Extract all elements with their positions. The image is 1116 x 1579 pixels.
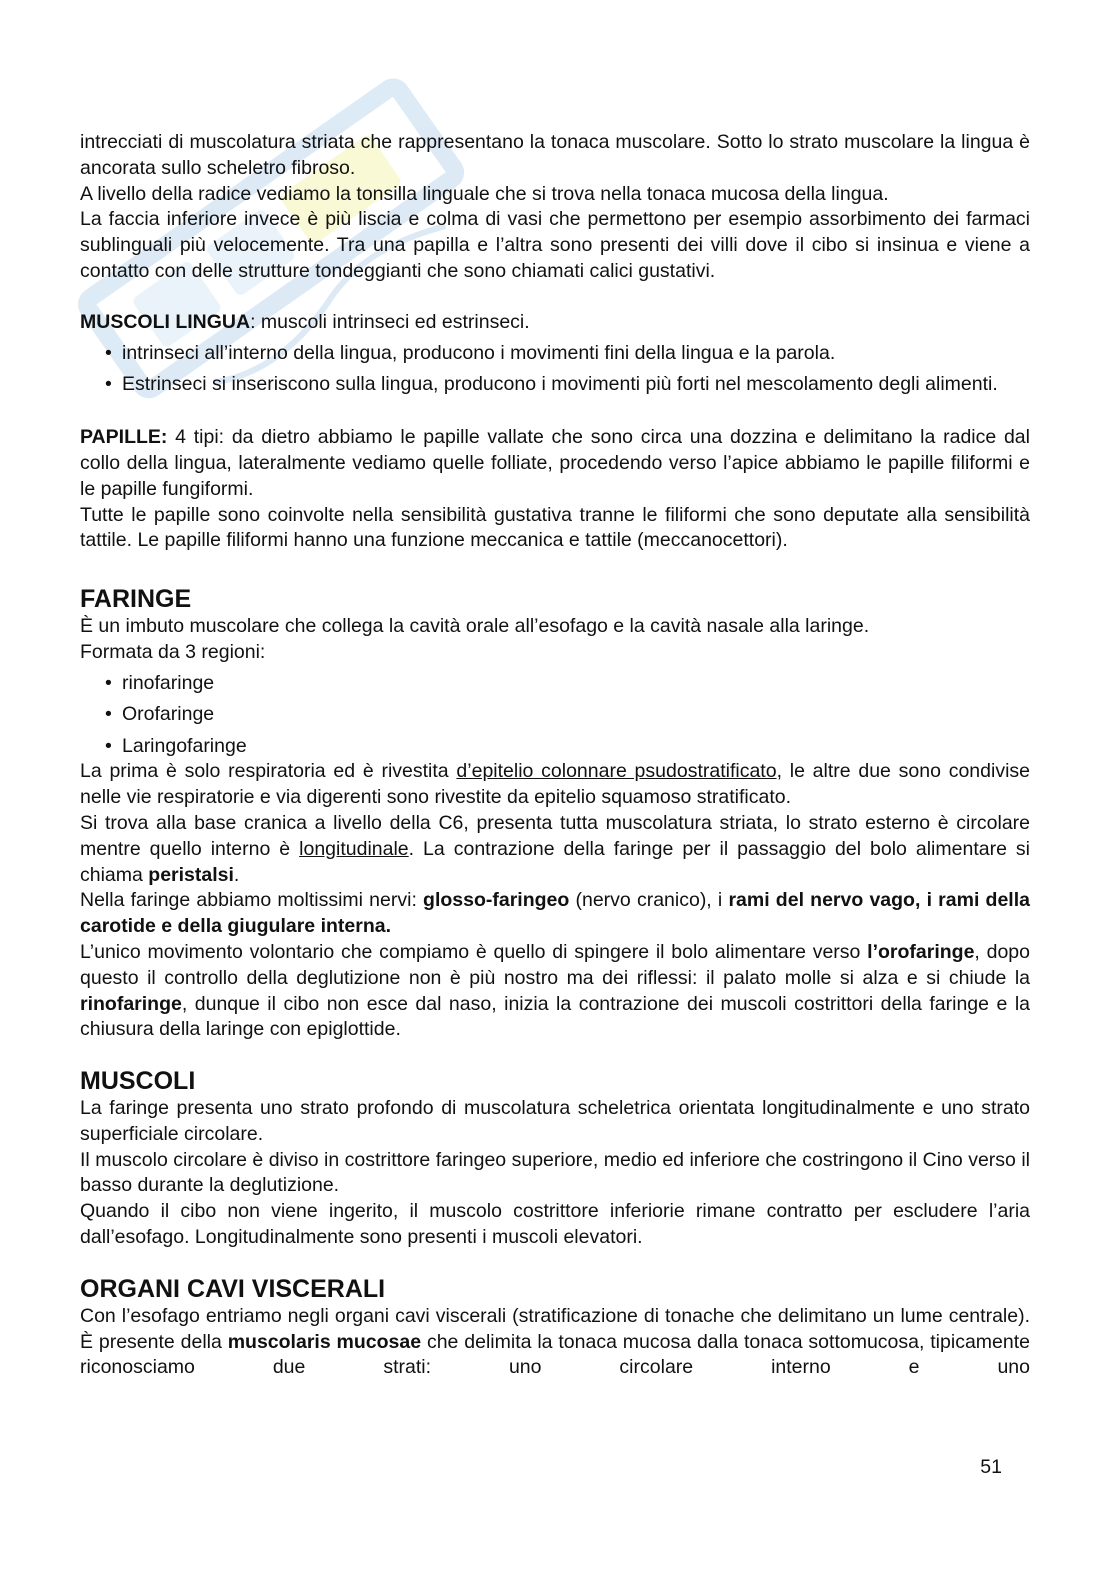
underlined-term: longitudinale — [299, 837, 409, 860]
bold-term: rami del nervo vago, i rami della carotide e della giugulare interna. — [80, 889, 1030, 938]
faringe-regions-list — [105, 671, 1030, 760]
intro-paragraph-1: intrecciati di muscolatura striata che rappresentano la tonaca muscolare. Sotto lo strato muscolare la lingua è ancorata sullo scheletro fibroso. — [80, 131, 1030, 179]
papille-label: PAPILLE: — [80, 426, 168, 449]
muscoli-lingua-line — [80, 310, 1030, 336]
text-run: che delimita la tonaca mucosa dalla tonaca sottomucosa, tipicamente riconosciamo due strati: uno circolare interno e uno — [80, 1330, 1030, 1379]
list-item: • intrinseci all’interno della lingua, producono i movimenti fini della lingua e la parola. — [105, 341, 1030, 367]
faringe-paragraph-6 — [80, 940, 1030, 1043]
section-title-muscoli: MUSCOLI — [80, 1067, 196, 1096]
text-run: . La contrazione della faringe per il passaggio del bolo alimentare si chiama — [80, 837, 1030, 886]
bold-term: l’orofaringe — [867, 940, 975, 963]
list-item: • Estrinseci si inseriscono sulla lingua, producono i movimenti più forti nel mescolamento degli alimenti. — [105, 372, 1030, 398]
document-body — [80, 130, 1030, 1381]
intro-paragraph-3: La faccia inferiore invece è più liscia e colma di vasi che permettono per esempio assorbimento dei farmaci sublinguali più velocemente. Tra una papilla e l’altra sono presenti dei villi dove il cibo si insinua e viene a contatto con delle strutture tondeggianti che sono chiamati calici gustativi. — [80, 208, 1030, 282]
muscoli-lingua-label: MUSCOLI LINGUA — [80, 310, 251, 333]
text-run: Nella faringe abbiamo moltissimi nervi: — [80, 889, 424, 912]
muscoli-paragraph-1: La faringe presenta uno strato profondo di muscolatura scheletrica orientata longitudinalmente e uno strato superficiale circolare. — [80, 1097, 1030, 1145]
bold-term: peristalsi — [148, 863, 234, 886]
muscoli-paragraph-3: Quando il cibo non viene ingerito, il muscolo costrittore inferiorie rimane contratto per escludere l’aria dall’esofago. Longitudinalmente sono presenti i muscoli elevatori. — [80, 1200, 1030, 1249]
faringe-paragraph-1: È un imbuto muscolare che collega la cavità orale all’esofago e la cavità nasale alla laringe. — [80, 615, 870, 638]
papille-text: 4 tipi: da dietro abbiamo le papille vallate che sono circa una dozzina e delimitano la radice dal collo della lingua, lateralmente vediamo quelle folliate, procedendo verso l’apice abbiamo le papille filiformi e le papille fungiformi. — [80, 426, 1030, 500]
text-run: La prima è solo respiratoria ed è rivestita — [80, 760, 457, 783]
bold-term: rinofaringe — [80, 992, 182, 1015]
page-number: 51 — [980, 1456, 1002, 1478]
underlined-term: d’epitelio colonnare psudostratificato — [456, 760, 777, 783]
muscoli-lingua-list — [105, 341, 1030, 398]
section-title-faringe: FARINGE — [80, 585, 192, 614]
list-item: • Orofaringe — [105, 702, 1030, 728]
text-run: , le altre due sono condivise nelle vie respiratorie e via digerenti sono rivestite da epitelio squamoso stratificato. — [80, 760, 1031, 809]
list-item: • Laringofaringe — [105, 734, 1030, 760]
organi-paragraph-1 — [80, 1304, 1030, 1381]
muscoli-lingua-text: : muscoli intrinseci ed estrinseci. — [250, 310, 530, 333]
papille-paragraph-2: Tutte le papille sono coinvolte nella sensibilità gustativa tranne le filiformi che sono deputate alla sensibilità tattile. Le papille filiformi hanno una funzione meccanica e tattile (meccanocettori). — [80, 503, 1030, 552]
text-run: , dunque il cibo non esce dal naso, inizia la contrazione dei muscoli costrittori della faringe e la chiusura della laringe con epiglottide. — [80, 992, 1030, 1041]
bold-term: muscolaris mucosae — [227, 1330, 422, 1353]
text-run: (nervo cranico), i — [569, 889, 729, 912]
section-title-organi-cavi-viscerali: ORGANI CAVI VISCERALI — [80, 1274, 386, 1303]
faringe-paragraph-5 — [80, 888, 1030, 940]
bold-term: glosso-faringeo — [423, 889, 570, 912]
papille-paragraph — [80, 425, 1030, 502]
faringe-paragraph-4 — [80, 811, 1030, 888]
muscoli-paragraph-2: Il muscolo circolare è diviso in costrittore faringeo superiore, medio ed inferiore che costringono il Cino verso il basso durante la deglutizione. — [80, 1148, 1030, 1197]
text-run: , dopo questo il controllo della deglutizione non è più nostro ma dei riflessi: il palato molle si alza e si chiude la — [80, 940, 1030, 989]
faringe-paragraph-2: Formata da 3 regioni: — [80, 640, 266, 663]
intro-paragraph-2: A livello della radice vediamo la tonsilla linguale che si trova nella tonaca mucosa della lingua. — [80, 182, 889, 205]
text-run: Con l’esofago entriamo negli organi cavi viscerali (stratificazione di tonache che delimitano un lume centrale). È presente della — [80, 1304, 1030, 1353]
faringe-paragraph-3 — [80, 759, 1030, 811]
text-run: L’unico movimento volontario che compiamo è quello di spingere il bolo alimentare verso — [80, 940, 868, 963]
text-run: Si trova alla base cranica a livello della C6, presenta tutta muscolatura striata, lo strato esterno è circolare mentre quello interno è — [80, 811, 1030, 860]
list-item: • rinofaringe — [105, 671, 1030, 697]
text-run: . — [233, 863, 240, 886]
